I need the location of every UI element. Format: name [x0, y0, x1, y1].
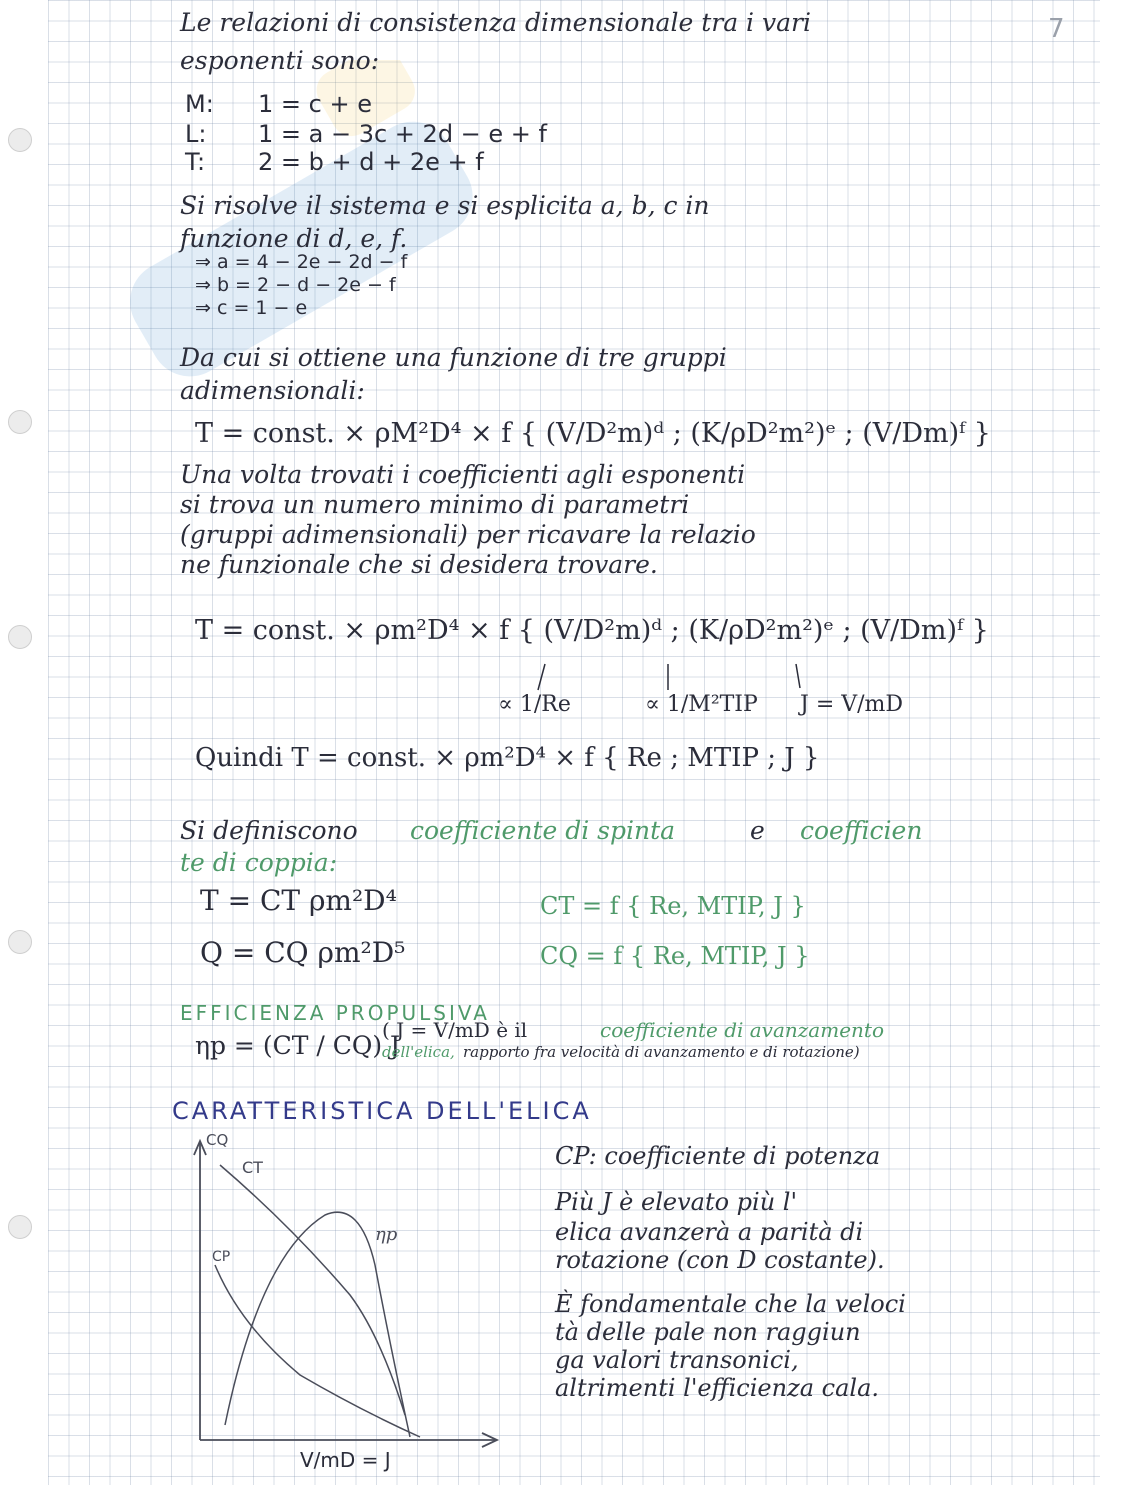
binder-hole — [8, 625, 32, 649]
side-note: elica avanzerà a parità di — [555, 1218, 864, 1246]
equation: 2 = b + d + 2e + f — [258, 148, 484, 176]
ct-curve — [220, 1165, 405, 1415]
side-note: CP: coefficiente di potenza — [555, 1142, 881, 1170]
eta-curve — [225, 1212, 410, 1437]
formula-thrust-general: T = const. × ρM²D⁴ × f { (V/D²m)ᵈ ; (K/ρD²m²)ᵉ ; (V/Dm)ᶠ } — [195, 418, 991, 449]
binder-strip — [0, 0, 48, 1485]
text-line-green: te di coppia: — [180, 848, 338, 877]
annotation-reynolds: ∝ 1/Re — [498, 692, 571, 717]
ct-label: CT — [242, 1158, 263, 1177]
eta-note: rapporto fra velocità di avanzamento e di rotazione) — [463, 1043, 860, 1061]
formula-ct: CT = f { Re, MTIP, J } — [540, 892, 806, 920]
binder-hole — [8, 1215, 32, 1239]
formula-cq: CQ = f { Re, MTIP, J } — [540, 942, 810, 970]
text-line: Si definiscono — [180, 816, 358, 845]
equation: 1 = a − 3c + 2d − e + f — [258, 120, 547, 148]
text-line: Si risolve il sistema e si esplicita a, b, c in — [180, 191, 710, 220]
eta-note: ( J = V/mD è il — [382, 1018, 528, 1042]
text-line: ne funzionale che si desidera trovare. — [180, 550, 658, 579]
equation: 1 = c + e — [258, 90, 372, 118]
text-line: Una volta trovati i coefficienti agli esponenti — [180, 460, 746, 489]
solution-line: ⇒ b = 2 − d − 2e − f — [195, 274, 396, 296]
section-title: CARATTERISTICA DELL'ELICA — [172, 1097, 592, 1125]
text-line: Le relazioni di consistenza dimensionale tra i vari — [180, 8, 811, 37]
text-line: esponenti sono: — [180, 46, 380, 75]
annotation-advance-ratio: J = V/mD — [800, 692, 904, 717]
y-axis-label: CQ — [206, 1131, 229, 1149]
text-line-green: coefficiente di spinta — [410, 816, 676, 845]
eta-label: ηp — [375, 1224, 398, 1245]
binder-hole — [8, 410, 32, 434]
side-note: Più J è elevato più l' — [555, 1188, 798, 1216]
side-note: tà delle pale non raggiun — [555, 1318, 861, 1346]
side-note: altrimenti l'efficienza cala. — [555, 1374, 880, 1402]
formula-thrust-coeff: T = CT ρm²D⁴ — [200, 884, 397, 917]
formula-propulsive-efficiency: ηp = (CT / CQ) J — [195, 1031, 401, 1060]
eq-label: T: — [185, 148, 206, 176]
eq-label: M: — [185, 90, 214, 118]
cp-label: CP — [212, 1249, 231, 1265]
binder-hole — [8, 128, 32, 152]
text-line: e — [750, 816, 765, 845]
text-line: (gruppi adimensionali) per ricavare la relazio — [180, 520, 756, 549]
efficiency-title: EFFICIENZA PROPULSIVA — [180, 1001, 490, 1025]
eta-note-green: coefficiente di avanzamento — [600, 1018, 884, 1042]
eq-label: L: — [185, 120, 207, 148]
side-note: ga valori transonici, — [555, 1346, 799, 1374]
text-line: funzione di d, e, f. — [180, 224, 408, 253]
annotation-mach-tip: ∝ 1/M²TIP — [645, 692, 758, 717]
text-line: si trova un numero minimo di parametri — [180, 490, 690, 519]
text-line-green: coefficien — [800, 816, 923, 845]
formula-torque-coeff: Q = CQ ρm²D⁵ — [200, 936, 406, 969]
solution-line: ⇒ a = 4 − 2e − 2d − f — [195, 251, 408, 273]
x-axis-label: V/mD = J — [300, 1448, 391, 1472]
side-note: È fondamentale che la veloci — [555, 1290, 906, 1318]
binder-hole — [8, 930, 32, 954]
eta-note-green: dell'elica, — [382, 1043, 455, 1061]
cp-curve — [215, 1265, 420, 1437]
formula-thrust-final: Quindi T = const. × ρm²D⁴ × f { Re ; MTIP ; J } — [195, 743, 820, 773]
side-note: rotazione (con D costante). — [555, 1246, 885, 1274]
page-number: 7 — [1048, 14, 1065, 44]
solution-line: ⇒ c = 1 − e — [195, 297, 308, 319]
text-line: adimensionali: — [180, 376, 365, 405]
formula-thrust-repeat: T = const. × ρm²D⁴ × f { (V/D²m)ᵈ ; (K/ρD²m²)ᵉ ; (V/Dm)ᶠ } — [195, 615, 989, 646]
text-line: Da cui si ottiene una funzione di tre gruppi — [180, 343, 727, 372]
propeller-characteristic-chart — [170, 1125, 520, 1465]
